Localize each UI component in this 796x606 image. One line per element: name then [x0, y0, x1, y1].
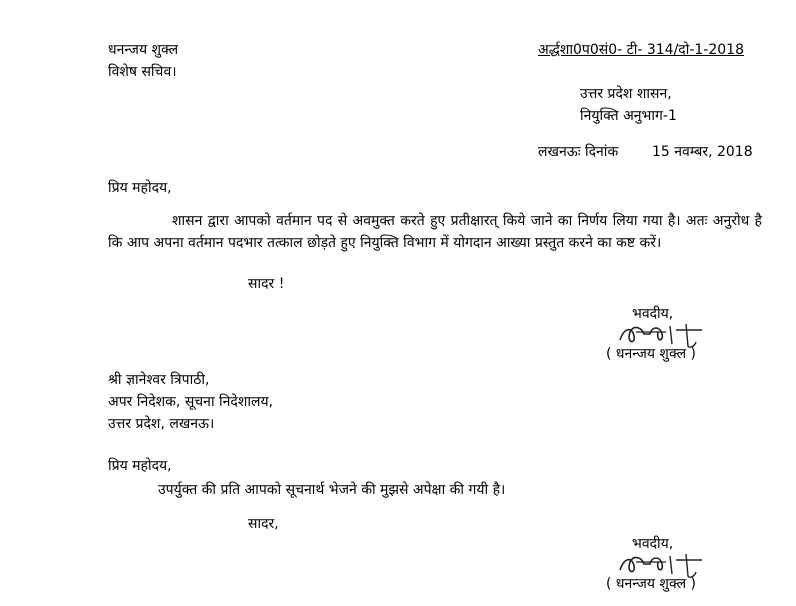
letter-date: 15 नवम्बर, 2018 [652, 144, 753, 160]
recipient-line-1: श्री ज्ञानेश्वर त्रिपाठी, [108, 372, 210, 388]
recipient-line-2: अपर निदेशक, सूचना निदेशालय, [108, 394, 274, 410]
closing-2: सादर, [248, 516, 279, 532]
body-paragraph-1-text: शासन द्वारा आपको वर्तमान पद से अवमुक्त करते हुए प्रतीक्षारत् किये जाने का निर्णय लिया गया है। अतः अनुरोध है कि आप अपना वर्तमान पदभार तत्काल छोड़ते हुए नियुक्ति विभाग में योगदान आख्या प्रस्तुत करने का कष्ट करें। [108, 213, 762, 251]
salutation-2: प्रिय महोदय, [108, 458, 172, 474]
recipient-line-3: उत्तर प्रदेश, लखनऊ। [108, 416, 215, 432]
signatory-name-1: ( धनन्जय शुक्ल ) [606, 346, 696, 362]
sender-name: धनन्जय शुक्ल [108, 42, 179, 58]
reference-number: अर्द्धशा0प0सं0- टी- 314/दो-1-2018 [538, 42, 744, 58]
department-line-1: उत्तर प्रदेश शासन, [580, 86, 672, 102]
department-line-2: नियुक्ति अनुभाग-1 [580, 108, 677, 124]
yours-faithfully-1: भवदीय, [632, 306, 674, 322]
place-date-label: लखनऊः दिनांक [538, 144, 619, 160]
yours-faithfully-2: भवदीय, [632, 536, 674, 552]
salutation-1: प्रिय महोदय, [108, 180, 172, 196]
closing-1: सादर ! [248, 276, 285, 292]
signatory-name-2: ( धनन्जय शुक्ल ) [606, 576, 696, 592]
body-paragraph-2: उपर्युक्त की प्रति आपको सूचनार्थ भेजने की मुझसे अपेक्षा की गयी है। [158, 482, 506, 498]
body-paragraph-1 [108, 210, 762, 254]
sender-designation: विशेष सचिव। [108, 64, 177, 80]
